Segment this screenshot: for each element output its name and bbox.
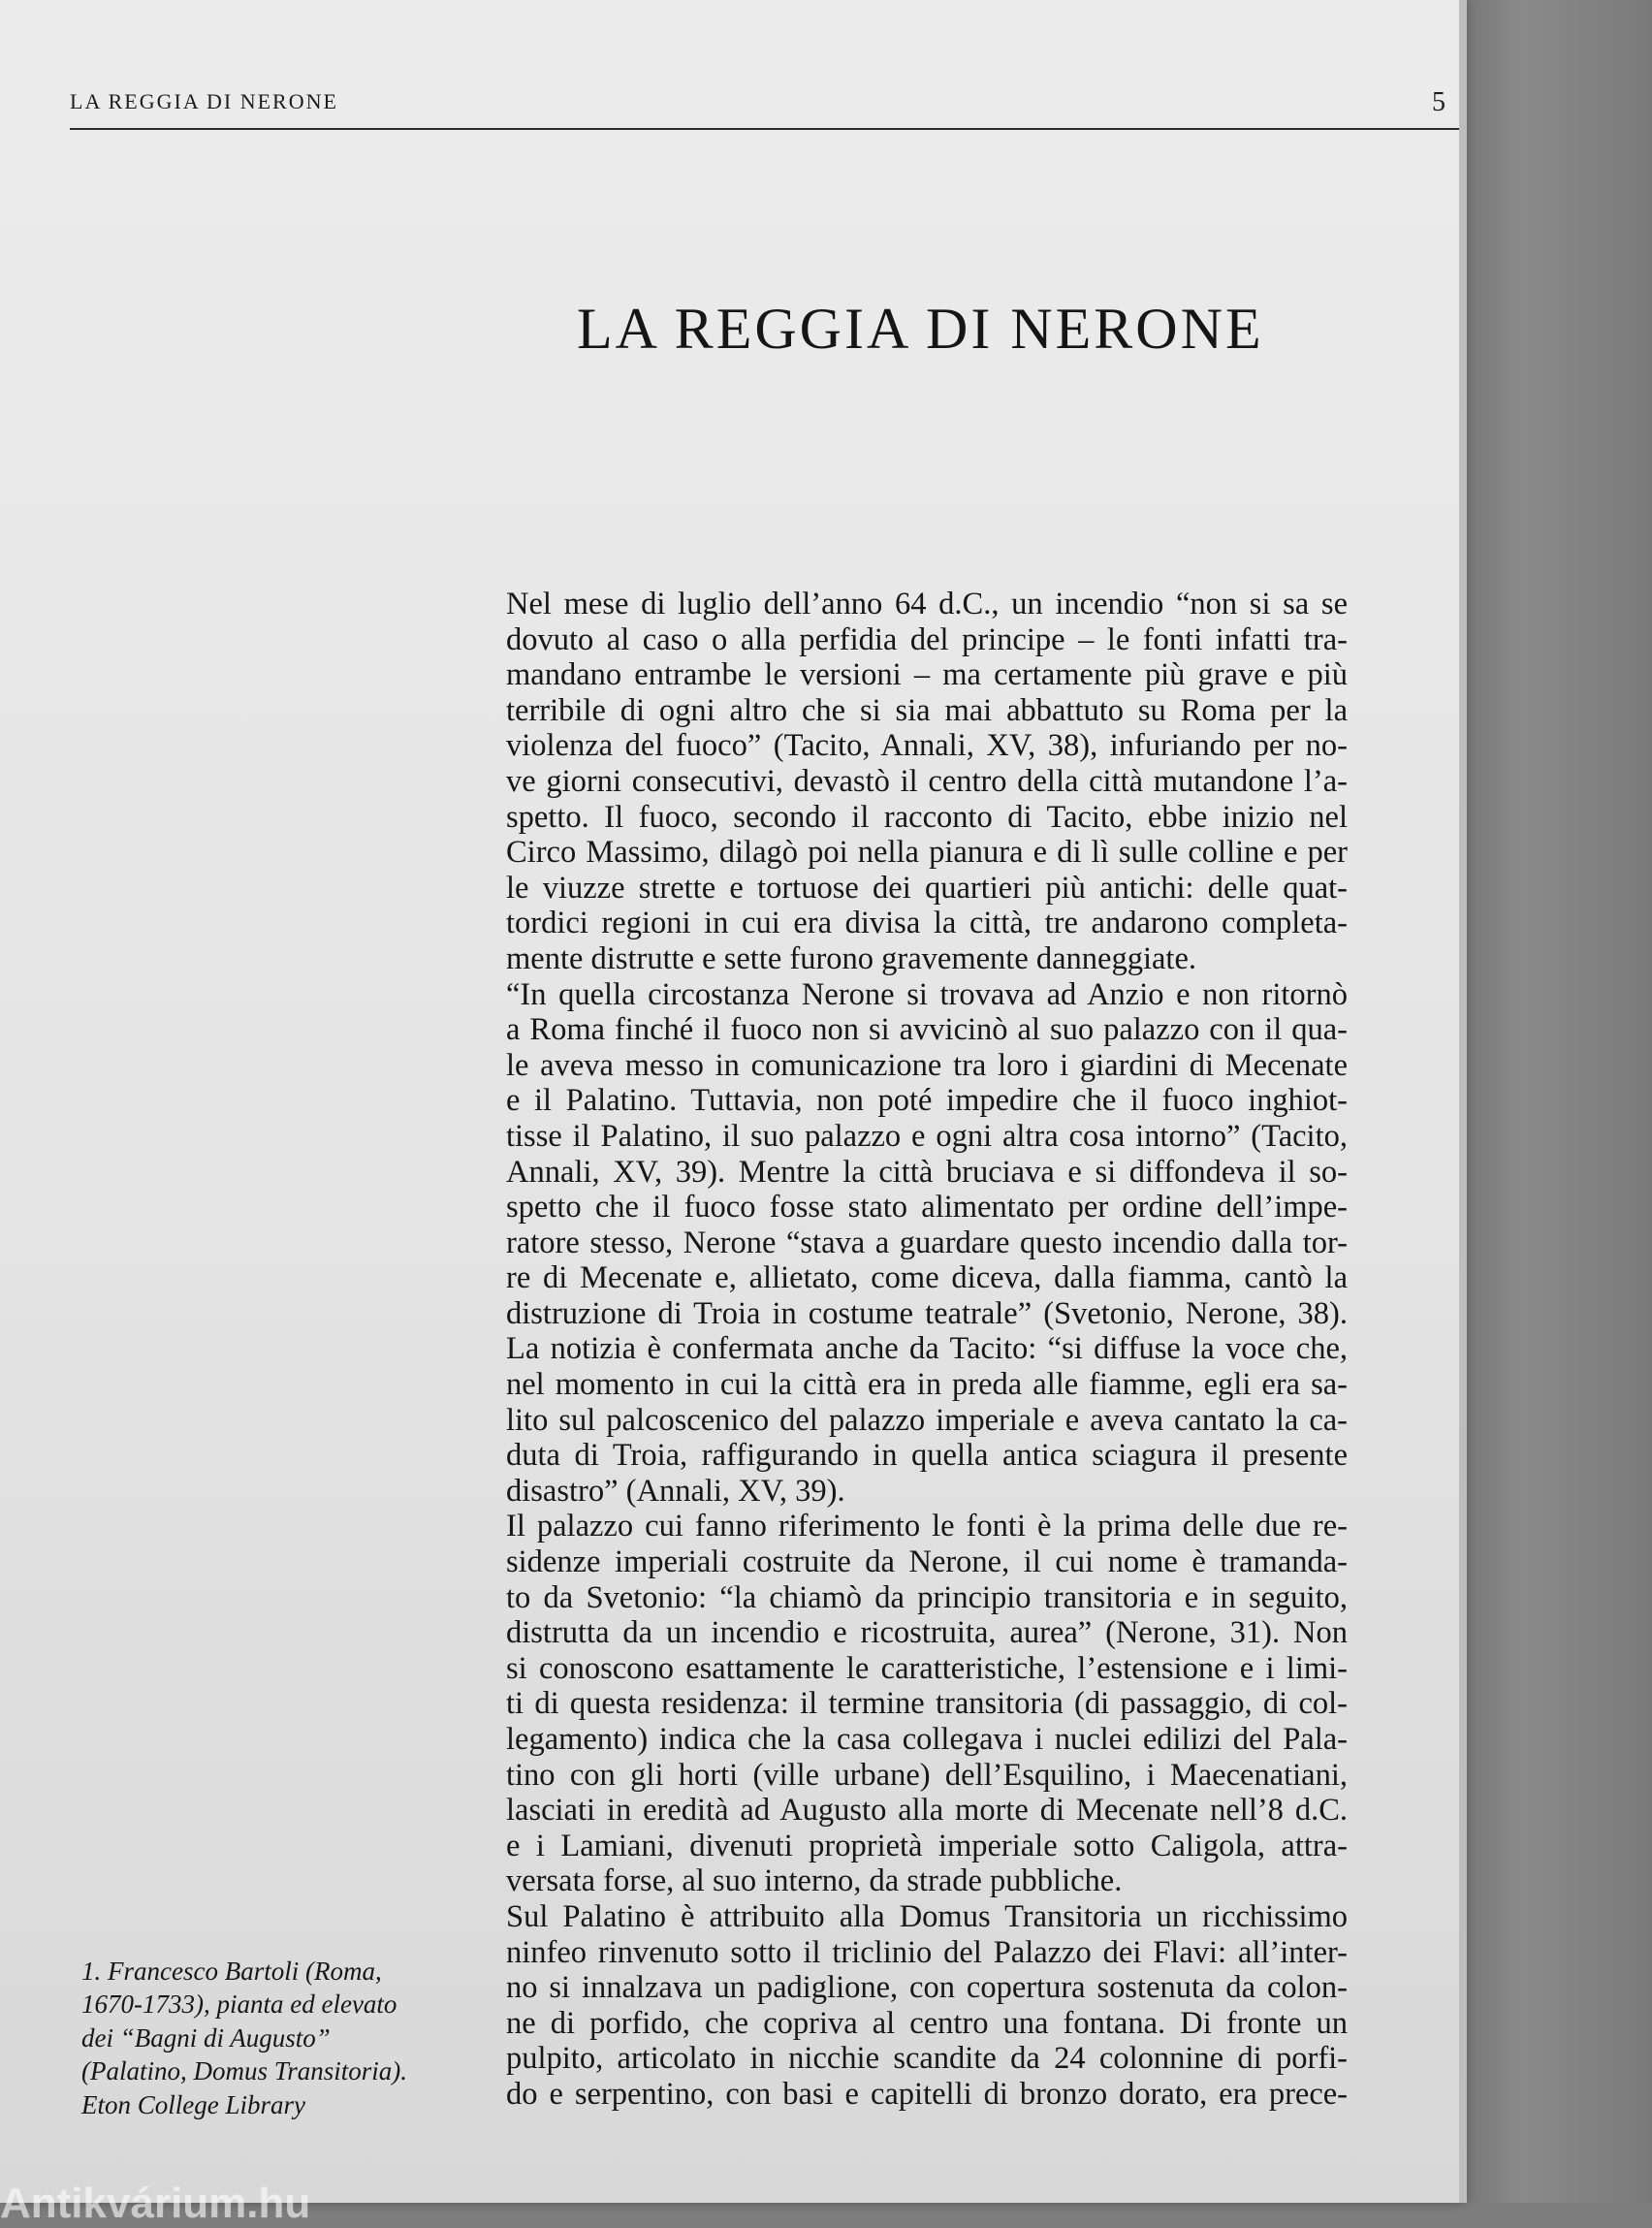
body-line: re di Mecenate e, allietato, come diceva, dalla fiamma, cantò la [506, 1260, 1348, 1296]
page-number: 5 [1432, 87, 1446, 117]
body-line: le viuzze strette e tortuose dei quartieri più antichi: delle quat- [506, 870, 1348, 906]
body-line: Sul Palatino è attribuito alla Domus Transitoria un ricchissimo [506, 1898, 1348, 1934]
body-line: legamento) indica che la casa collegava i nuclei edilizi del Pala- [506, 1722, 1348, 1757]
body-line: sidenze imperiali costruite da Nerone, il cui nome è tramanda- [506, 1544, 1348, 1580]
body-line: ti di questa residenza: il termine transitoria (di passaggio, di col- [506, 1686, 1348, 1722]
body-line: tordici regioni in cui era divisa la città, tre andarono completa- [506, 906, 1348, 941]
body-line: Il palazzo cui fanno riferimento le fonti è la prima delle due re- [506, 1509, 1348, 1544]
body-line: Nel mese di luglio dell’anno 64 d.C., un incendio “non si sa se [506, 587, 1348, 621]
body-line: spetto che il fuoco fosse stato alimentato per ordine dell’impe- [506, 1190, 1348, 1225]
caption-line: 1670-1733), pianta ed elevato [81, 1989, 397, 2020]
caption-line: (Palatino, Domus Transitoria). [81, 2056, 408, 2086]
body-line: dovuto al caso o alla perfidia del principe – le fonti infatti tra- [506, 621, 1348, 657]
body-line: ninfeo rinvenuto sotto il triclinio del Palazzo dei Flavi: all’inter- [506, 1934, 1348, 1970]
body-line: e i Lamiani, divenuti proprietà imperiale sotto Caligola, attra- [506, 1828, 1348, 1863]
body-line: e il Palatino. Tuttavia, non poté impedire che il fuoco inghiot- [506, 1083, 1348, 1119]
running-head-title: LA REGGIA DI NERONE [70, 89, 338, 113]
body-line: distrutta da un incendio e ricostruita, aurea” (Nerone, 31). Non [506, 1615, 1348, 1651]
body-line: si conoscono esattamente le caratteristiche, l’estensione e i limi- [506, 1650, 1348, 1686]
body-line: versata forse, al suo interno, da strade pubbliche. [506, 1863, 1123, 1899]
body-line: Circo Massimo, dilagò poi nella pianura e di lì sulle colline e per [506, 835, 1348, 871]
body-line: to da Svetonio: “la chiamò da principio transitoria e in seguito, [506, 1579, 1348, 1615]
body-line: terribile di ogni altro che si sia mai abbattuto su Roma per la [506, 692, 1348, 728]
body-line: mandano entrambe le versioni – ma certamente più grave e più [506, 657, 1348, 693]
body-line: mente distrutte e sette furono gravemente danneggiate. [506, 940, 1197, 976]
body-line: lasciati in eredità ad Augusto alla morte di Mecenate nell’8 d.C. [506, 1793, 1348, 1829]
background-surface [1435, 0, 1652, 2203]
body-line: ve giorni consecutivi, devastò il centro della città mutandone l’a- [506, 763, 1348, 799]
body-line: Annali, XV, 39). Mentre la città bruciava e si diffondeva il so- [506, 1154, 1348, 1190]
figure-caption [81, 1955, 450, 2121]
caption-line: dei “Bagni di Augusto” [81, 2022, 331, 2053]
body-text [506, 587, 1348, 2113]
body-line: nel momento in cui la città era in preda alle fiamme, egli era sa- [506, 1367, 1348, 1403]
body-line: violenza del fuoco” (Tacito, Annali, XV, 38), infuriando per no- [506, 728, 1348, 764]
body-line: lito sul palcoscenico del palazzo imperiale e aveva cantato la ca- [506, 1402, 1348, 1438]
body-line: do e serpentino, con basi e capitelli di bronzo dorato, era prece- [506, 2076, 1348, 2112]
watermark: Antikvárium.hu [0, 2180, 311, 2227]
body-line: le aveva messo in comunicazione tra loro i giardini di Mecenate [506, 1047, 1348, 1083]
body-line: ratore stesso, Nerone “stava a guardare questo incendio dalla tor- [506, 1225, 1348, 1260]
chapter-title: LA REGGIA DI NERONE [577, 297, 1264, 361]
running-head [70, 89, 1461, 130]
body-line: a Roma finché il fuoco non si avvicinò al suo palazzo con il qua- [506, 1012, 1348, 1048]
body-line: tino con gli horti (ville urbane) dell’Esquilino, i Maecenatiani, [506, 1757, 1348, 1793]
body-line: pulpito, articolato in nicchie scandite da 24 colonnine di porfi- [506, 2041, 1348, 2077]
page-edge [1459, 0, 1467, 2203]
body-line: duta di Troia, raffigurando in quella antica sciagura il presente [506, 1438, 1348, 1474]
body-line: spetto. Il fuoco, secondo il racconto di Tacito, ebbe inizio nel [506, 799, 1348, 835]
body-line: La notizia è confermata anche da Tacito: “si diffuse la voce che, [506, 1331, 1348, 1367]
caption-line: 1. Francesco Bartoli (Roma, [81, 1957, 382, 1986]
body-line: “In quella circostanza Nerone si trovava ad Anzio e non ritornò [506, 976, 1348, 1012]
caption-line: Eton College Library [81, 2089, 305, 2119]
body-line: tisse il Palatino, il suo palazzo e ogni altra cosa intorno” (Tacito, [506, 1118, 1348, 1154]
body-line: no si innalzava un padiglione, con copertura sostenuta da colon- [506, 1970, 1348, 2006]
body-line: ne di porfido, che copriva al centro una fontana. Di fronte un [506, 2005, 1348, 2041]
body-line: distruzione di Troia in costume teatrale” (Svetonio, Nerone, 38). [506, 1295, 1348, 1331]
body-line: disastro” (Annali, XV, 39). [506, 1473, 845, 1509]
